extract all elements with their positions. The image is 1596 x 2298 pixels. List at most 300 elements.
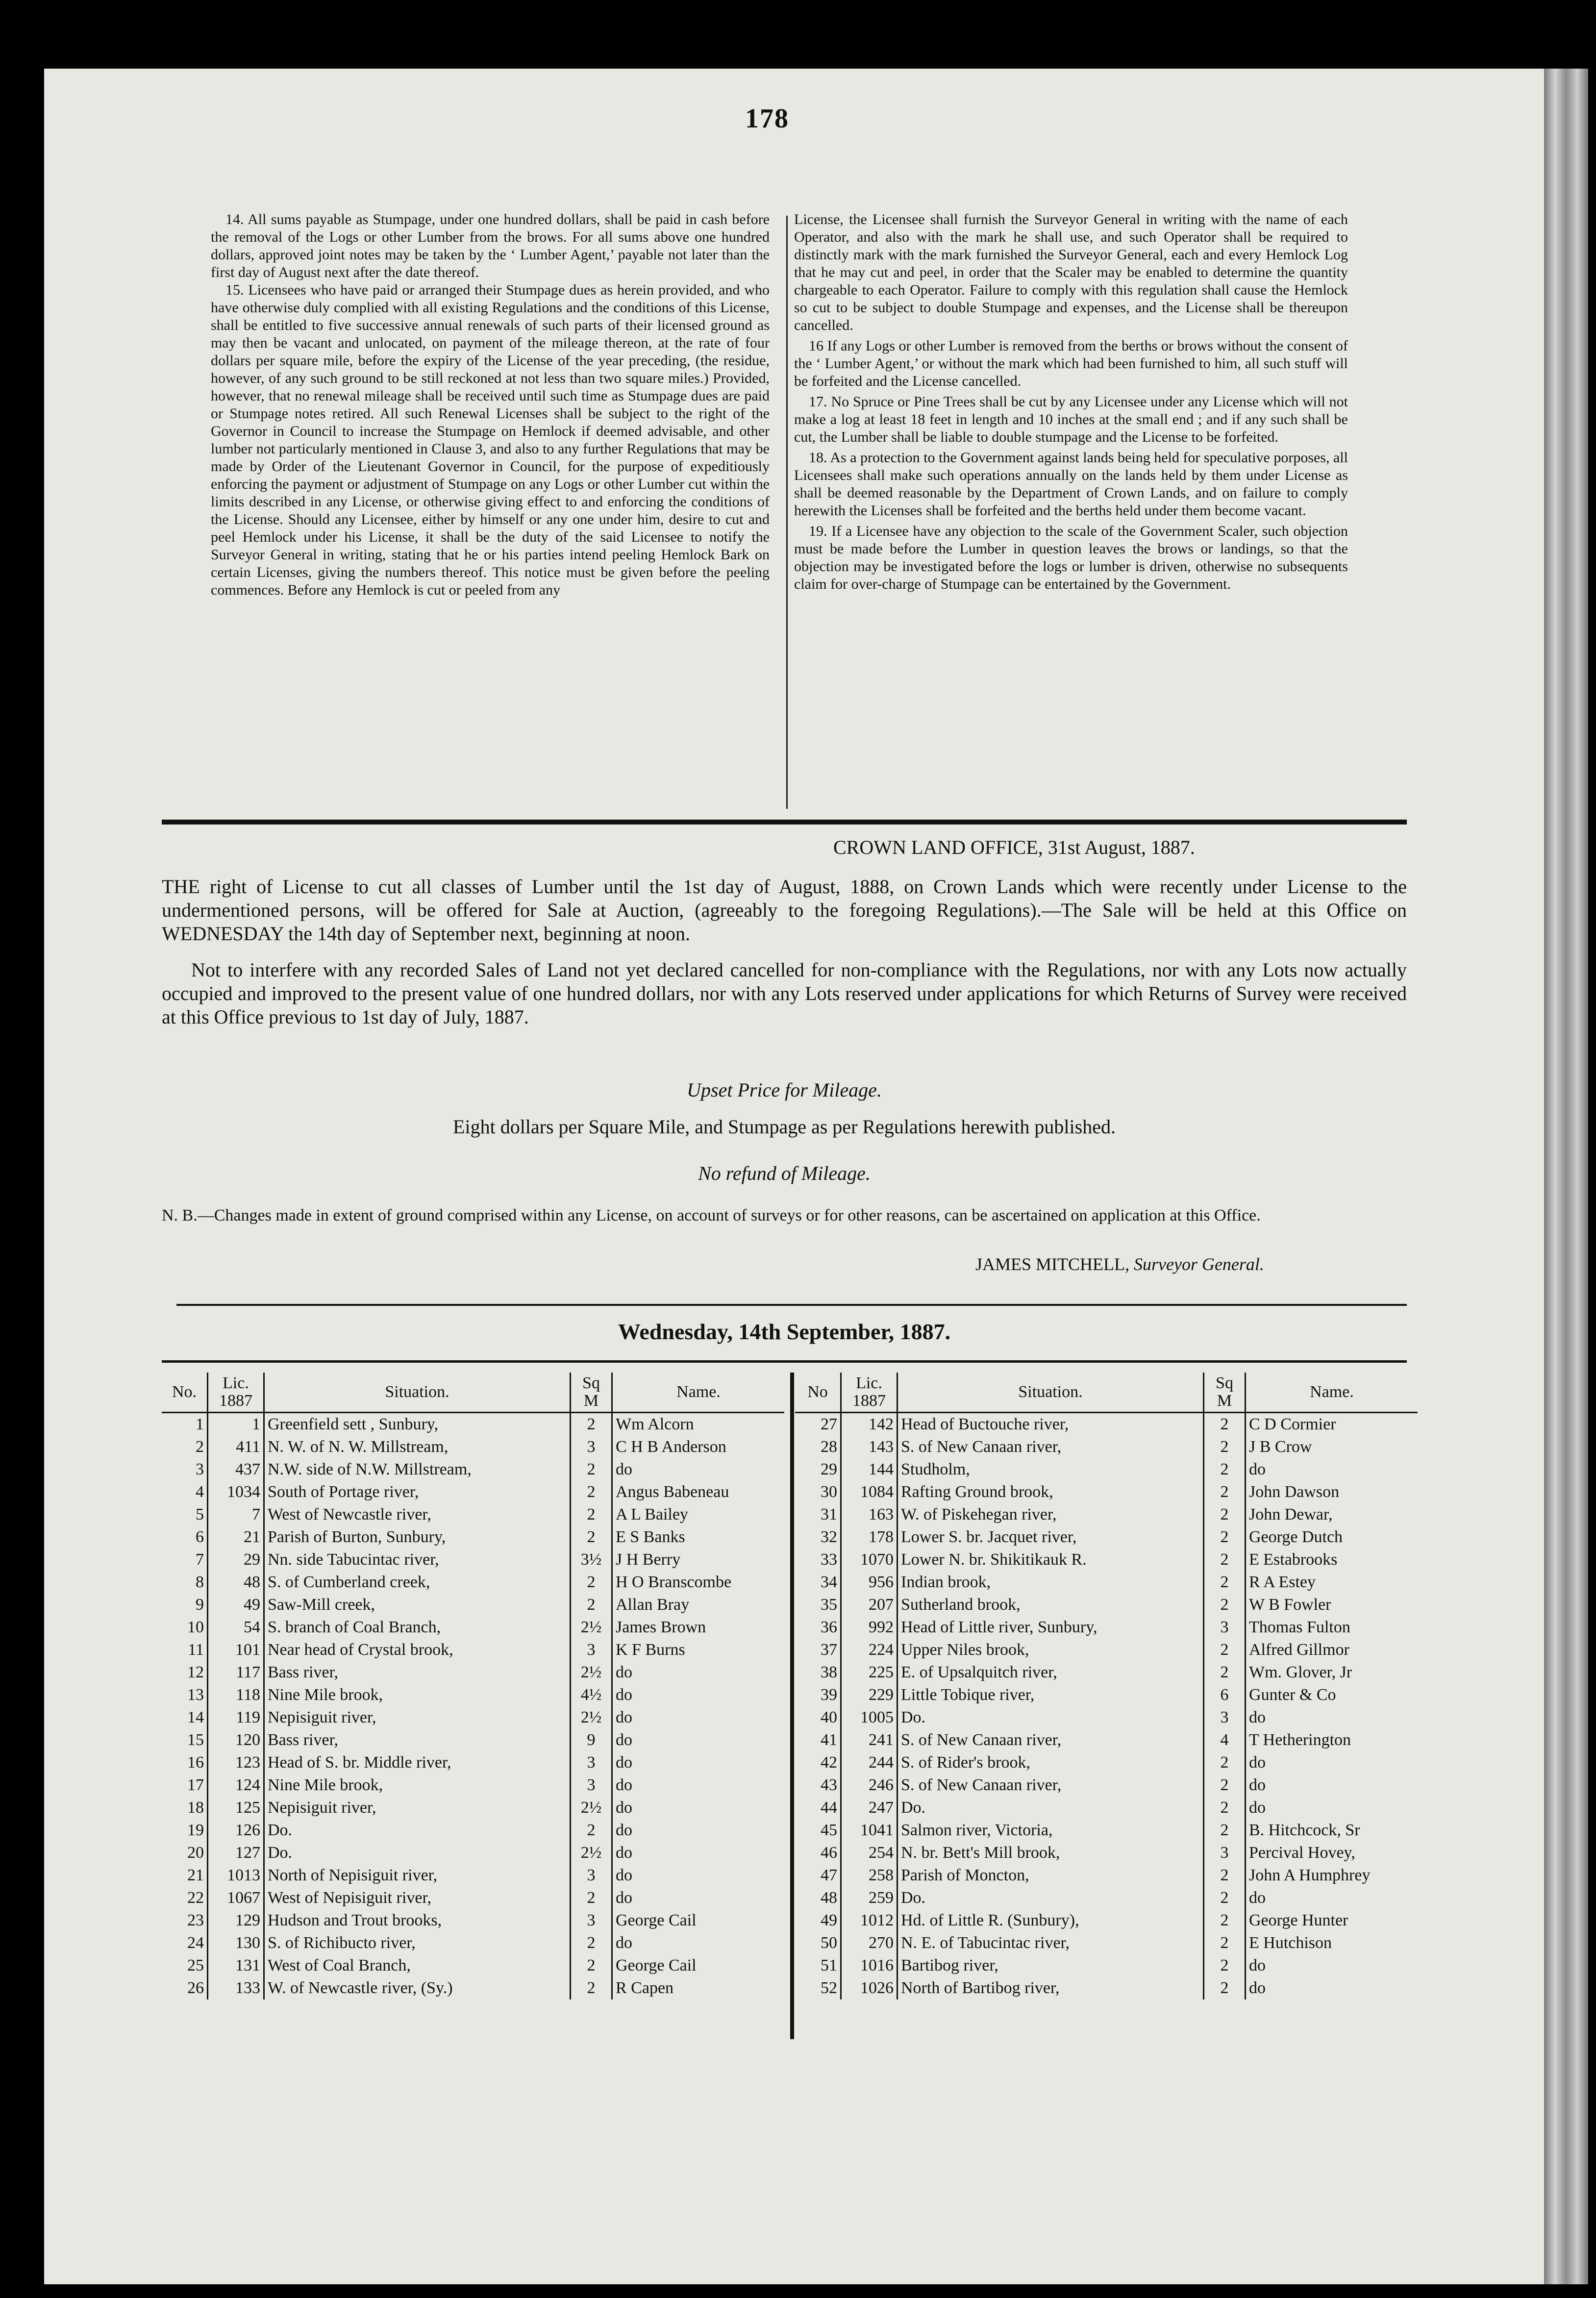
row-lic: 163 xyxy=(841,1503,898,1526)
row-situation: Do. xyxy=(264,1842,571,1864)
table-row xyxy=(162,1864,784,1887)
table-row xyxy=(162,1932,784,1954)
table-center-divider xyxy=(790,1373,794,2039)
row-name: John A Humphrey xyxy=(1249,1866,1371,1884)
table-title: Wednesday, 14th September, 1887. xyxy=(618,1319,951,1344)
row-situation: S. of Cumberland creek, xyxy=(264,1571,571,1594)
row-name: George Dutch xyxy=(1249,1528,1343,1546)
signature-title: Surveyor General. xyxy=(1134,1254,1264,1274)
clause-17: 17. No Spruce or Pine Trees shall be cut by any Licensee under any License which will not make a log at least 18 feet in length and 10 inches at the small end ; and if any such shall be cut, the Lumber shall be liable to double stumpage and the License to be forfeited. xyxy=(794,394,1348,445)
row-name: H O Branscombe xyxy=(616,1573,732,1591)
row-sqm: 4½ xyxy=(571,1684,612,1706)
table-row xyxy=(162,1661,784,1684)
row-lic: 124 xyxy=(208,1774,264,1797)
row-situation: Little Tobique river, xyxy=(898,1684,1204,1706)
row-sqm: 2 xyxy=(571,1526,612,1549)
row-sqm: 2 xyxy=(571,1819,612,1842)
clause-16: 16 If any Logs or other Lumber is removed from the berths or brows without the consent of the ‘ Lumber Agent,’ or without the mark which had been furnished to him, all such stuff will be forfeited and the License cancelled. xyxy=(794,338,1348,389)
right-column xyxy=(794,211,1348,593)
row-no: 34 xyxy=(795,1571,841,1594)
row-sqm: 3 xyxy=(571,1774,612,1797)
row-situation: Nine Mile brook, xyxy=(264,1684,571,1706)
row-situation: Bass river, xyxy=(264,1661,571,1684)
row-sqm: 9 xyxy=(571,1729,612,1751)
row-situation: W. of Newcastle river, (Sy.) xyxy=(264,1977,571,1999)
row-sqm: 2 xyxy=(571,1571,612,1594)
row-name: Gunter & Co xyxy=(1249,1686,1336,1704)
row-situation: Sutherland brook, xyxy=(898,1594,1204,1616)
row-situation: Indian brook, xyxy=(898,1571,1204,1594)
row-no: 48 xyxy=(795,1887,841,1909)
row-sqm: 2½ xyxy=(571,1616,612,1639)
row-no: 28 xyxy=(795,1436,841,1458)
table-row xyxy=(795,1729,1418,1751)
no-refund-note: No refund of Mileage. xyxy=(698,1162,871,1184)
row-sqm: 2 xyxy=(1204,1909,1246,1932)
row-name: John Dawson xyxy=(1249,1483,1340,1501)
clause-18: 18. As a protection to the Government against lands being held for speculative porposes, all Licensees shall make such operations annually on the lands held by them under License as shall be deemed reasonable by the Department of Crown Lands, and on failure to comply herewith the Licenses shall be forfeited and the berths held under them become vacant. xyxy=(794,450,1348,519)
row-sqm: 2 xyxy=(1204,1503,1246,1526)
row-name: Allan Bray xyxy=(616,1596,690,1614)
row-lic: 229 xyxy=(841,1684,898,1706)
row-sqm: 2 xyxy=(1204,1594,1246,1616)
row-situation: Nn. side Tabucintac river, xyxy=(264,1549,571,1571)
row-sqm: 2 xyxy=(1204,1571,1246,1594)
row-no: 14 xyxy=(162,1706,208,1729)
row-name: do xyxy=(616,1866,632,1884)
license-table-left xyxy=(162,1373,784,1999)
table-row xyxy=(795,1887,1418,1909)
row-sqm: 2 xyxy=(1204,1458,1246,1481)
row-lic: 1012 xyxy=(841,1909,898,1932)
row-name: J B Crow xyxy=(1249,1438,1312,1456)
table-row xyxy=(795,1594,1418,1616)
row-no: 3 xyxy=(162,1458,208,1481)
row-situation: Bartibog river, xyxy=(898,1954,1204,1977)
row-situation: Lower S. br. Jacquet river, xyxy=(898,1526,1204,1549)
row-no: 30 xyxy=(795,1481,841,1503)
table-row xyxy=(795,1639,1418,1661)
row-no: 27 xyxy=(795,1413,841,1436)
row-sqm: 2 xyxy=(571,1458,612,1481)
row-no: 26 xyxy=(162,1977,208,1999)
row-sqm: 3 xyxy=(571,1909,612,1932)
row-situation: West of Coal Branch, xyxy=(264,1954,571,1977)
table-row xyxy=(162,1909,784,1932)
row-lic: 241 xyxy=(841,1729,898,1751)
table-row xyxy=(162,1706,784,1729)
table-row xyxy=(162,1887,784,1909)
row-lic: 224 xyxy=(841,1639,898,1661)
book-edge xyxy=(1544,69,1588,2284)
row-sqm: 2 xyxy=(1204,1887,1246,1909)
row-situation: N.W. side of N.W. Millstream, xyxy=(264,1458,571,1481)
row-lic: 411 xyxy=(208,1436,264,1458)
table-row xyxy=(795,1977,1418,1999)
row-sqm: 2 xyxy=(1204,1932,1246,1954)
row-situation: Studholm, xyxy=(898,1458,1204,1481)
row-name: do xyxy=(616,1821,632,1839)
row-no: 16 xyxy=(162,1751,208,1774)
table-row xyxy=(795,1774,1418,1797)
row-no: 22 xyxy=(162,1887,208,1909)
row-no: 45 xyxy=(795,1819,841,1842)
row-sqm: 2½ xyxy=(571,1661,612,1684)
row-no: 1 xyxy=(162,1413,208,1436)
row-sqm: 6 xyxy=(1204,1684,1246,1706)
row-situation: Do. xyxy=(898,1706,1204,1729)
table-row xyxy=(795,1932,1418,1954)
row-no: 36 xyxy=(795,1616,841,1639)
row-lic: 247 xyxy=(841,1797,898,1819)
row-name: Angus Babeneau xyxy=(616,1483,729,1501)
table-row xyxy=(795,1706,1418,1729)
table-row xyxy=(795,1954,1418,1977)
license-table-right xyxy=(795,1373,1418,1999)
row-lic: 130 xyxy=(208,1932,264,1954)
row-lic: 21 xyxy=(208,1526,264,1549)
row-name: do xyxy=(1249,1956,1266,1974)
row-sqm: 2 xyxy=(571,1887,612,1909)
row-lic: 131 xyxy=(208,1954,264,1977)
row-situation: Hudson and Trout brooks, xyxy=(264,1909,571,1932)
row-situation: West of Newcastle river, xyxy=(264,1503,571,1526)
row-name: do xyxy=(616,1686,632,1704)
row-situation: Salmon river, Victoria, xyxy=(898,1819,1204,1842)
row-no: 35 xyxy=(795,1594,841,1616)
row-sqm: 2 xyxy=(1204,1954,1246,1977)
row-no: 47 xyxy=(795,1864,841,1887)
row-no: 51 xyxy=(795,1954,841,1977)
row-name: C H B Anderson xyxy=(616,1438,726,1456)
row-no: 31 xyxy=(795,1503,841,1526)
row-sqm: 2 xyxy=(1204,1549,1246,1571)
table-row xyxy=(795,1751,1418,1774)
signature-name: JAMES MITCHELL, xyxy=(975,1254,1129,1274)
row-lic: 1041 xyxy=(841,1819,898,1842)
row-situation: S. of New Canaan river, xyxy=(898,1774,1204,1797)
row-sqm: 2 xyxy=(1204,1526,1246,1549)
row-no: 15 xyxy=(162,1729,208,1751)
row-lic: 270 xyxy=(841,1932,898,1954)
thick-rule xyxy=(162,820,1407,824)
table-row xyxy=(795,1797,1418,1819)
row-name: do xyxy=(1249,1460,1266,1478)
row-name: do xyxy=(616,1889,632,1907)
row-lic: 1067 xyxy=(208,1887,264,1909)
row-sqm: 2 xyxy=(1204,1819,1246,1842)
row-sqm: 2½ xyxy=(571,1797,612,1819)
table-row xyxy=(162,1977,784,1999)
row-situation: Do. xyxy=(898,1797,1204,1819)
row-name: Alfred Gillmor xyxy=(1249,1641,1349,1659)
table-row xyxy=(162,1571,784,1594)
row-lic: 178 xyxy=(841,1526,898,1549)
row-name: Wm Alcorn xyxy=(616,1415,694,1433)
row-name: R Capen xyxy=(616,1979,674,1997)
row-name: E Hutchison xyxy=(1249,1934,1332,1952)
row-lic: 48 xyxy=(208,1571,264,1594)
row-lic: 1084 xyxy=(841,1481,898,1503)
table-row xyxy=(795,1864,1418,1887)
row-no: 12 xyxy=(162,1661,208,1684)
row-situation: North of Bartibog river, xyxy=(898,1977,1204,1999)
table-row xyxy=(795,1458,1418,1481)
row-no: 2 xyxy=(162,1436,208,1458)
row-no: 39 xyxy=(795,1684,841,1706)
col-sqm: Sq M xyxy=(1204,1373,1246,1413)
row-sqm: 2 xyxy=(571,1413,612,1436)
row-lic: 246 xyxy=(841,1774,898,1797)
row-sqm: 3 xyxy=(571,1864,612,1887)
section-rule xyxy=(176,1304,1407,1306)
row-name: C D Cormier xyxy=(1249,1415,1336,1433)
row-lic: 123 xyxy=(208,1751,264,1774)
col-situation: Situation. xyxy=(898,1373,1204,1413)
col-name: Name. xyxy=(612,1373,785,1413)
row-lic: 7 xyxy=(208,1503,264,1526)
row-no: 24 xyxy=(162,1932,208,1954)
row-name: J H Berry xyxy=(616,1550,681,1569)
table-row xyxy=(162,1819,784,1842)
row-no: 20 xyxy=(162,1842,208,1864)
row-lic: 129 xyxy=(208,1909,264,1932)
table-row xyxy=(795,1436,1418,1458)
table-row xyxy=(795,1842,1418,1864)
row-lic: 437 xyxy=(208,1458,264,1481)
row-name: do xyxy=(616,1798,632,1817)
row-no: 23 xyxy=(162,1909,208,1932)
clause-19: 19. If a Licensee have any objection to the scale of the Government Scaler, such objection must be made before the Lumber in question leaves the brows or landings, so that the objection may be investigated before the logs or lumber is driven, otherwise no subsequents claim for over-charge of Stumpage can be entertained by the Government. xyxy=(794,523,1348,592)
table-row xyxy=(162,1481,784,1503)
table-row xyxy=(162,1639,784,1661)
row-situation: Parish of Moncton, xyxy=(898,1864,1204,1887)
row-sqm: 3½ xyxy=(571,1549,612,1571)
table-row xyxy=(795,1503,1418,1526)
column-divider xyxy=(786,216,788,809)
table-row xyxy=(162,1436,784,1458)
row-sqm: 4 xyxy=(1204,1729,1246,1751)
row-lic: 244 xyxy=(841,1751,898,1774)
row-situation: Greenfield sett , Sunbury, xyxy=(264,1413,571,1436)
row-sqm: 3 xyxy=(1204,1842,1246,1864)
table-row xyxy=(162,1549,784,1571)
row-lic: 225 xyxy=(841,1661,898,1684)
row-lic: 1013 xyxy=(208,1864,264,1887)
row-no: 13 xyxy=(162,1684,208,1706)
row-no: 21 xyxy=(162,1864,208,1887)
table-row xyxy=(162,1842,784,1864)
col-sqm: Sq M xyxy=(571,1373,612,1413)
table-row xyxy=(162,1729,784,1751)
row-no: 6 xyxy=(162,1526,208,1549)
row-name: Wm. Glover, Jr xyxy=(1249,1663,1352,1681)
clause-14: 14. All sums payable as Stumpage, under one hundred dollars, shall be paid in cash before the removal of the Logs or other Lumber from the brows. For all sums above one hundred dollars, approved joint notes may be taken by the ‘ Lumber Agent,’ payable not later than the first day of August next after the date thereof. xyxy=(211,211,770,280)
table-row xyxy=(795,1413,1418,1436)
row-sqm: 2 xyxy=(571,1503,612,1526)
row-lic: 143 xyxy=(841,1436,898,1458)
row-lic: 1005 xyxy=(841,1706,898,1729)
row-situation: Do. xyxy=(264,1819,571,1842)
row-name: do xyxy=(1249,1979,1266,1997)
table-row xyxy=(162,1594,784,1616)
row-name: do xyxy=(616,1934,632,1952)
row-lic: 101 xyxy=(208,1639,264,1661)
table-row xyxy=(162,1503,784,1526)
table-row xyxy=(162,1684,784,1706)
row-situation: South of Portage river, xyxy=(264,1481,571,1503)
row-no: 41 xyxy=(795,1729,841,1751)
row-situation: Rafting Ground brook, xyxy=(898,1481,1204,1503)
row-situation: Head of Buctouche river, xyxy=(898,1413,1204,1436)
row-no: 9 xyxy=(162,1594,208,1616)
non-interference-notice: Not to interfere with any recorded Sales of Land not yet declared cancelled for non-compliance with the Regulations, nor with any Lots now actually occupied and improved to the present value of one hundred dollars, nor with any Lots reserved under applications for which Returns of Survey were received at this Office previous to 1st day of July, 1887. xyxy=(162,959,1407,1028)
row-sqm: 2 xyxy=(1204,1481,1246,1503)
row-situation: Near head of Crystal brook, xyxy=(264,1639,571,1661)
row-sqm: 2 xyxy=(571,1594,612,1616)
row-lic: 119 xyxy=(208,1706,264,1729)
left-column xyxy=(211,211,770,599)
row-lic: 133 xyxy=(208,1977,264,1999)
row-sqm: 3 xyxy=(571,1639,612,1661)
row-name: do xyxy=(616,1663,632,1681)
row-name: W B Fowler xyxy=(1249,1596,1331,1614)
row-situation: Upper Niles brook, xyxy=(898,1639,1204,1661)
nb-note: N. B.—Changes made in extent of ground comprised within any License, on account of surveys or for other reasons, can be ascertained on application at this Office. xyxy=(162,1206,1261,1224)
row-lic: 1026 xyxy=(841,1977,898,1999)
row-name: T Hetherington xyxy=(1249,1731,1351,1749)
table-row xyxy=(795,1549,1418,1571)
row-no: 18 xyxy=(162,1797,208,1819)
row-name: do xyxy=(1249,1798,1266,1817)
row-sqm: 2 xyxy=(571,1977,612,1999)
row-no: 49 xyxy=(795,1909,841,1932)
row-name: George Cail xyxy=(616,1956,697,1974)
row-lic: 117 xyxy=(208,1661,264,1684)
row-situation: North of Nepisiguit river, xyxy=(264,1864,571,1887)
table-row xyxy=(795,1571,1418,1594)
row-name: E Estabrooks xyxy=(1249,1550,1338,1569)
row-sqm: 3 xyxy=(1204,1616,1246,1639)
row-situation: S. of New Canaan river, xyxy=(898,1729,1204,1751)
table-row xyxy=(795,1661,1418,1684)
row-name: George Hunter xyxy=(1249,1911,1348,1929)
table-row xyxy=(162,1458,784,1481)
row-sqm: 2½ xyxy=(571,1842,612,1864)
row-name: Thomas Fulton xyxy=(1249,1618,1350,1636)
table-row xyxy=(795,1819,1418,1842)
row-name: do xyxy=(616,1753,632,1772)
row-sqm: 2 xyxy=(1204,1436,1246,1458)
row-name: B. Hitchcock, Sr xyxy=(1249,1821,1360,1839)
row-sqm: 2 xyxy=(1204,1639,1246,1661)
row-no: 4 xyxy=(162,1481,208,1503)
table-row xyxy=(795,1616,1418,1639)
row-sqm: 2½ xyxy=(571,1706,612,1729)
row-name: K F Burns xyxy=(616,1641,685,1659)
row-lic: 142 xyxy=(841,1413,898,1436)
row-lic: 258 xyxy=(841,1864,898,1887)
row-situation: N. E. of Tabucintac river, xyxy=(898,1932,1204,1954)
row-sqm: 3 xyxy=(1204,1706,1246,1729)
row-sqm: 2 xyxy=(1204,1413,1246,1436)
row-no: 7 xyxy=(162,1549,208,1571)
row-lic: 956 xyxy=(841,1571,898,1594)
row-name: R A Estey xyxy=(1249,1573,1316,1591)
row-no: 38 xyxy=(795,1661,841,1684)
row-sqm: 2 xyxy=(1204,1751,1246,1774)
col-name: Name. xyxy=(1246,1373,1418,1413)
row-situation: Nine Mile brook, xyxy=(264,1774,571,1797)
row-no: 8 xyxy=(162,1571,208,1594)
row-lic: 120 xyxy=(208,1729,264,1751)
row-sqm: 2 xyxy=(1204,1774,1246,1797)
col-no: No xyxy=(795,1373,841,1413)
row-situation: E. of Upsalquitch river, xyxy=(898,1661,1204,1684)
row-name: do xyxy=(616,1460,632,1478)
row-sqm: 2 xyxy=(1204,1797,1246,1819)
row-no: 5 xyxy=(162,1503,208,1526)
row-no: 52 xyxy=(795,1977,841,1999)
table-row xyxy=(795,1481,1418,1503)
row-name: E S Banks xyxy=(616,1528,685,1546)
row-sqm: 2 xyxy=(571,1481,612,1503)
table-row xyxy=(162,1413,784,1436)
page-number: 178 xyxy=(745,103,789,134)
table-top-rule xyxy=(162,1360,1407,1363)
row-situation: N. br. Bett's Mill brook, xyxy=(898,1842,1204,1864)
col-situation: Situation. xyxy=(264,1373,571,1413)
row-no: 42 xyxy=(795,1751,841,1774)
row-lic: 126 xyxy=(208,1819,264,1842)
row-lic: 127 xyxy=(208,1842,264,1864)
row-situation: Bass river, xyxy=(264,1729,571,1751)
row-no: 37 xyxy=(795,1639,841,1661)
row-name: do xyxy=(616,1776,632,1794)
row-lic: 1070 xyxy=(841,1549,898,1571)
row-no: 25 xyxy=(162,1954,208,1977)
office-date: CROWN LAND OFFICE, 31st August, 1887. xyxy=(833,836,1195,858)
row-no: 50 xyxy=(795,1932,841,1954)
row-situation: Parish of Burton, Sunbury, xyxy=(264,1526,571,1549)
col-lic: Lic. 1887 xyxy=(841,1373,898,1413)
row-situation: Head of Little river, Sunbury, xyxy=(898,1616,1204,1639)
row-lic: 992 xyxy=(841,1616,898,1639)
row-no: 44 xyxy=(795,1797,841,1819)
upset-price-text: Eight dollars per Square Mile, and Stumpage as per Regulations herewith published. xyxy=(453,1116,1116,1138)
row-name: do xyxy=(1249,1889,1266,1907)
row-no: 29 xyxy=(795,1458,841,1481)
row-sqm: 2 xyxy=(571,1954,612,1977)
row-no: 43 xyxy=(795,1774,841,1797)
col-no: No. xyxy=(162,1373,208,1413)
row-situation: West of Nepisiguit river, xyxy=(264,1887,571,1909)
row-name: do xyxy=(616,1731,632,1749)
col-lic: Lic. 1887 xyxy=(208,1373,264,1413)
table-row xyxy=(795,1684,1418,1706)
row-no: 46 xyxy=(795,1842,841,1864)
row-situation: Nepisiguit river, xyxy=(264,1797,571,1819)
row-lic: 118 xyxy=(208,1684,264,1706)
clause-15: 15. Licensees who have paid or arranged their Stumpage dues as herein provided, and who have otherwise duly complied with all existing Regulations and the conditions of this License, shall be entitled to five successive annual renewals of such parts of their licensed ground as may then be vacant and unlocated, on payment of the mileage thereon, at the rate of four dollars per square mile, before the expiry of the License of the year preceding, (the residue, however, of any such ground to be still reckoned at not less than two square miles.) Provided, however, that no renewal mileage shall be received until such time as Stumpage dues are paid or Stumpage notes retired. All such Renewal Licenses shall be subject to the right of the Governor in Council to increase the Stumpage on Hemlock if deemed advisable, and other lumber not particularly mentioned in Clause 3, and also to any further Regulations that may be made by Order of the Lieutenant Governor in Council, for the purpose of expeditiously enforcing the payment or adjustment of Stumpage on any Logs or other Lumber cut within the limits described in any License, or otherwise giving effect to and enforcing the conditions of the License. Should any Licensee, either by himself or any one under him, desire to cut and peel Hemlock under his License, it shall be the duty of the said Licensee to notify the Surveyor General in writing, stating that he or his parties intend peeling Hemlock Bark on certain Licenses, giving the numbers thereof. This notice must be given before the peeling commences. Before any Hemlock is cut or peeled from any xyxy=(211,282,770,598)
row-name: do xyxy=(1249,1708,1266,1726)
row-situation: S. of Richibucto river, xyxy=(264,1932,571,1954)
row-no: 10 xyxy=(162,1616,208,1639)
row-lic: 29 xyxy=(208,1549,264,1571)
row-no: 33 xyxy=(795,1549,841,1571)
row-lic: 54 xyxy=(208,1616,264,1639)
row-lic: 1016 xyxy=(841,1954,898,1977)
